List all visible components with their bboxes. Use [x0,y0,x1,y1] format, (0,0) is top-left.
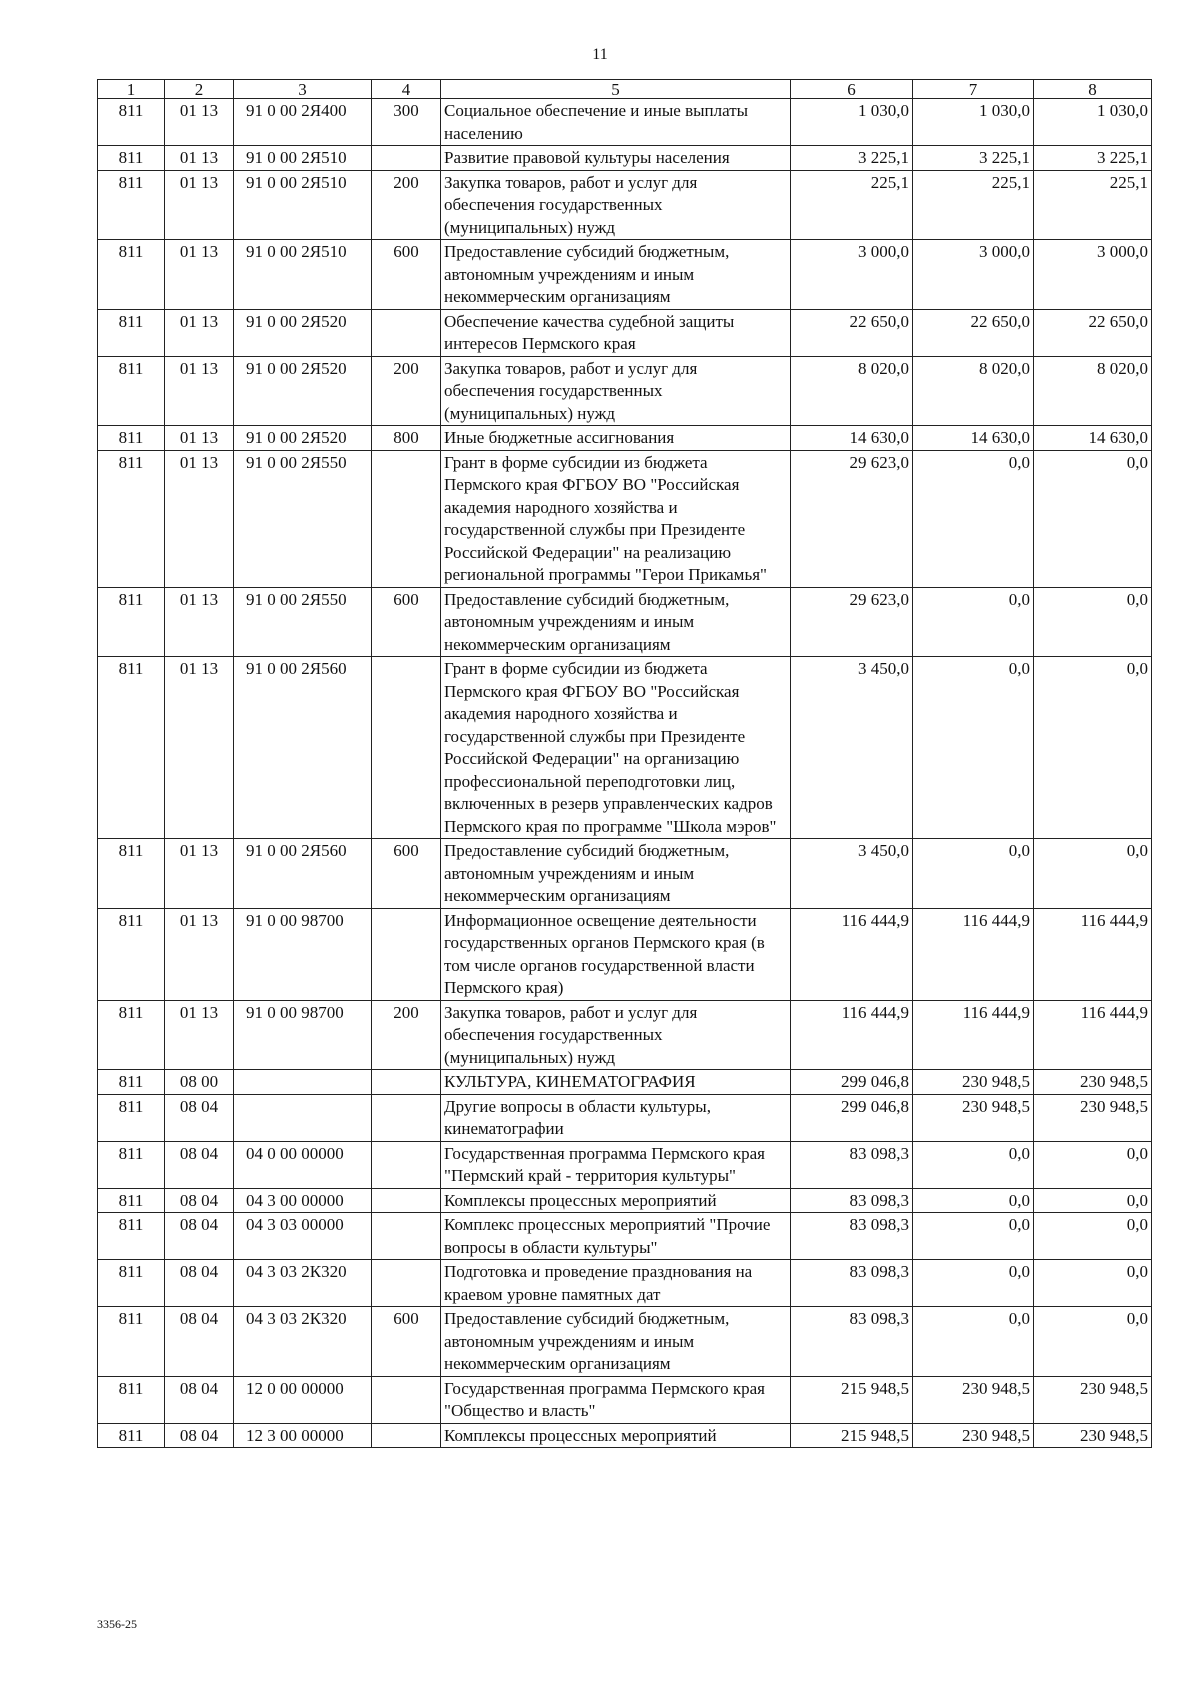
amount-col6-cell: 3 450,0 [791,657,913,839]
amount-col8-cell: 0,0 [1034,1307,1152,1377]
target-article-cell: 04 3 03 2К320 [234,1260,372,1307]
amount-col8-cell: 14 630,0 [1034,426,1152,451]
column-number-row [98,80,1152,99]
section-code-cell: 08 00 [165,1070,234,1095]
ministry-code-cell: 811 [98,426,165,451]
amount-col8-cell: 225,1 [1034,170,1152,240]
amount-col8-cell: 3 000,0 [1034,240,1152,310]
amount-col6-cell: 83 098,3 [791,1188,913,1213]
section-code-cell: 01 13 [165,450,234,587]
table-row [98,1070,1152,1095]
ministry-code-cell: 811 [98,170,165,240]
description-cell: Социальное обеспечение и иные выплаты населению [441,99,791,146]
description-cell: Иные бюджетные ассигнования [441,426,791,451]
table-row [98,1376,1152,1423]
ministry-code-cell: 811 [98,908,165,1000]
amount-col6-cell: 29 623,0 [791,450,913,587]
table-row [98,356,1152,426]
expense-type-cell [372,1188,441,1213]
target-article-cell: 91 0 00 98700 [234,908,372,1000]
amount-col8-cell: 1 030,0 [1034,99,1152,146]
expense-type-cell [372,450,441,587]
table-row [98,657,1152,839]
amount-col7-cell: 116 444,9 [913,908,1034,1000]
amount-col8-cell: 116 444,9 [1034,908,1152,1000]
amount-col7-cell: 225,1 [913,170,1034,240]
amount-col7-cell: 0,0 [913,587,1034,657]
expense-type-cell: 800 [372,426,441,451]
description-cell: Грант в форме субсидии из бюджета Пермского края ФГБОУ ВО "Российская академия народного хозяйства и государственной службы при Президенте Российской Федерации" на организацию профессиональной переподготовки лиц, включенных в резерв управленческих кадров Пермского края по программе "Школа мэров" [441,657,791,839]
section-code-cell: 01 13 [165,240,234,310]
amount-col7-cell: 0,0 [913,1260,1034,1307]
amount-col7-cell: 0,0 [913,1307,1034,1377]
amount-col8-cell: 0,0 [1034,1213,1152,1260]
page-number: 11 [592,46,608,63]
target-article-cell: 04 3 00 00000 [234,1188,372,1213]
description-cell: Комплексы процессных мероприятий [441,1188,791,1213]
description-cell: Комплекс процессных мероприятий "Прочие вопросы в области культуры" [441,1213,791,1260]
section-code-cell: 01 13 [165,657,234,839]
amount-col6-cell: 83 098,3 [791,1307,913,1377]
ministry-code-cell: 811 [98,1260,165,1307]
table-row [98,1213,1152,1260]
amount-col8-cell: 230 948,5 [1034,1070,1152,1095]
amount-col7-cell: 1 030,0 [913,99,1034,146]
table-row [98,1423,1152,1448]
target-article-cell: 91 0 00 2Я550 [234,450,372,587]
target-article-cell: 91 0 00 2Я400 [234,99,372,146]
column-number-3: 3 [234,80,372,99]
amount-col7-cell: 22 650,0 [913,309,1034,356]
ministry-code-cell: 811 [98,1141,165,1188]
expense-type-cell: 600 [372,240,441,310]
ministry-code-cell: 811 [98,450,165,587]
ministry-code-cell: 811 [98,146,165,171]
description-cell: Государственная программа Пермского края "Пермский край - территория культуры" [441,1141,791,1188]
target-article-cell: 91 0 00 2Я560 [234,657,372,839]
amount-col8-cell: 0,0 [1034,657,1152,839]
ministry-code-cell: 811 [98,1376,165,1423]
column-number-6: 6 [791,80,913,99]
table-row [98,1307,1152,1377]
section-code-cell: 08 04 [165,1307,234,1377]
amount-col6-cell: 215 948,5 [791,1423,913,1448]
description-cell: Закупка товаров, работ и услуг для обеспечения государственных (муниципальных) нужд [441,170,791,240]
expense-type-cell [372,657,441,839]
target-article-cell: 91 0 00 2Я510 [234,240,372,310]
expense-type-cell [372,1376,441,1423]
ministry-code-cell: 811 [98,587,165,657]
amount-col6-cell: 8 020,0 [791,356,913,426]
description-cell: КУЛЬТУРА, КИНЕМАТОГРАФИЯ [441,1070,791,1095]
amount-col6-cell: 3 000,0 [791,240,913,310]
section-code-cell: 01 13 [165,587,234,657]
ministry-code-cell: 811 [98,309,165,356]
table-row [98,1141,1152,1188]
description-cell: Информационное освещение деятельности государственных органов Пермского края (в том числе органов государственной власти Пермского края) [441,908,791,1000]
expense-type-cell: 200 [372,170,441,240]
section-code-cell: 08 04 [165,1423,234,1448]
amount-col8-cell: 0,0 [1034,1188,1152,1213]
amount-col6-cell: 1 030,0 [791,99,913,146]
amount-col7-cell: 3 000,0 [913,240,1034,310]
table-row [98,170,1152,240]
expense-type-cell: 600 [372,1307,441,1377]
description-cell: Подготовка и проведение празднования на краевом уровне памятных дат [441,1260,791,1307]
amount-col8-cell: 230 948,5 [1034,1376,1152,1423]
expense-type-cell [372,1423,441,1448]
section-code-cell: 01 13 [165,309,234,356]
description-cell: Комплексы процессных мероприятий [441,1423,791,1448]
target-article-cell: 91 0 00 2Я520 [234,356,372,426]
target-article-cell [234,1094,372,1141]
expense-type-cell [372,1070,441,1095]
section-code-cell: 08 04 [165,1188,234,1213]
column-number-2: 2 [165,80,234,99]
amount-col7-cell: 230 948,5 [913,1094,1034,1141]
target-article-cell: 04 3 03 00000 [234,1213,372,1260]
section-code-cell: 08 04 [165,1094,234,1141]
section-code-cell: 01 13 [165,170,234,240]
target-article-cell: 91 0 00 2Я510 [234,146,372,171]
amount-col8-cell: 3 225,1 [1034,146,1152,171]
amount-col8-cell: 22 650,0 [1034,309,1152,356]
amount-col8-cell: 8 020,0 [1034,356,1152,426]
expense-type-cell [372,309,441,356]
amount-col7-cell: 3 225,1 [913,146,1034,171]
expense-type-cell [372,908,441,1000]
table-row [98,426,1152,451]
section-code-cell: 01 13 [165,426,234,451]
expense-type-cell: 200 [372,1000,441,1070]
ministry-code-cell: 811 [98,1070,165,1095]
description-cell: Предоставление субсидий бюджетным, автономным учреждениям и иным некоммерческим организациям [441,1307,791,1377]
description-cell: Обеспечение качества судебной защиты интересов Пермского края [441,309,791,356]
amount-col7-cell: 230 948,5 [913,1376,1034,1423]
ministry-code-cell: 811 [98,1307,165,1377]
expense-type-cell: 300 [372,99,441,146]
expense-type-cell: 200 [372,356,441,426]
table-row [98,450,1152,587]
section-code-cell: 01 13 [165,356,234,426]
target-article-cell: 91 0 00 2Я550 [234,587,372,657]
target-article-cell: 12 3 00 00000 [234,1423,372,1448]
description-cell: Закупка товаров, работ и услуг для обеспечения государственных (муниципальных) нужд [441,356,791,426]
ministry-code-cell: 811 [98,1213,165,1260]
table-body [98,80,1152,1448]
expense-type-cell [372,1213,441,1260]
table-row [98,839,1152,909]
table-row [98,908,1152,1000]
target-article-cell: 04 3 03 2К320 [234,1307,372,1377]
table-row [98,240,1152,310]
section-code-cell: 08 04 [165,1260,234,1307]
table-row [98,1000,1152,1070]
amount-col7-cell: 0,0 [913,1141,1034,1188]
amount-col8-cell: 0,0 [1034,450,1152,587]
amount-col7-cell: 0,0 [913,1213,1034,1260]
section-code-cell: 01 13 [165,839,234,909]
section-code-cell: 01 13 [165,146,234,171]
amount-col7-cell: 230 948,5 [913,1423,1034,1448]
amount-col7-cell: 8 020,0 [913,356,1034,426]
table-row [98,309,1152,356]
expense-type-cell [372,146,441,171]
amount-col7-cell: 0,0 [913,450,1034,587]
ministry-code-cell: 811 [98,1188,165,1213]
ministry-code-cell: 811 [98,240,165,310]
column-number-1: 1 [98,80,165,99]
column-number-5: 5 [441,80,791,99]
expense-type-cell [372,1260,441,1307]
expense-type-cell: 600 [372,839,441,909]
table-row [98,146,1152,171]
amount-col6-cell: 3 450,0 [791,839,913,909]
description-cell: Государственная программа Пермского края "Общество и власть" [441,1376,791,1423]
amount-col6-cell: 215 948,5 [791,1376,913,1423]
ministry-code-cell: 811 [98,1000,165,1070]
table-row [98,1260,1152,1307]
description-cell: Предоставление субсидий бюджетным, автономным учреждениям и иным некоммерческим организациям [441,587,791,657]
amount-col6-cell: 225,1 [791,170,913,240]
description-cell: Грант в форме субсидии из бюджета Пермского края ФГБОУ ВО "Российская академия народного хозяйства и государственной службы при Президенте Российской Федерации" на реализацию региональной программы "Герои Прикамья" [441,450,791,587]
amount-col8-cell: 230 948,5 [1034,1094,1152,1141]
ministry-code-cell: 811 [98,1094,165,1141]
target-article-cell [234,1070,372,1095]
amount-col7-cell: 0,0 [913,1188,1034,1213]
ministry-code-cell: 811 [98,99,165,146]
amount-col8-cell: 0,0 [1034,1260,1152,1307]
amount-col6-cell: 14 630,0 [791,426,913,451]
description-cell: Развитие правовой культуры населения [441,146,791,171]
amount-col8-cell: 0,0 [1034,587,1152,657]
table-row [98,1094,1152,1141]
amount-col6-cell: 83 098,3 [791,1141,913,1188]
amount-col8-cell: 0,0 [1034,1141,1152,1188]
target-article-cell: 91 0 00 2Я510 [234,170,372,240]
target-article-cell: 91 0 00 2Я520 [234,426,372,451]
amount-col6-cell: 116 444,9 [791,1000,913,1070]
section-code-cell: 01 13 [165,99,234,146]
amount-col6-cell: 3 225,1 [791,146,913,171]
amount-col6-cell: 299 046,8 [791,1094,913,1141]
target-article-cell: 91 0 00 98700 [234,1000,372,1070]
column-number-8: 8 [1034,80,1152,99]
section-code-cell: 08 04 [165,1213,234,1260]
target-article-cell: 04 0 00 00000 [234,1141,372,1188]
description-cell: Предоставление субсидий бюджетным, автономным учреждениям и иным некоммерческим организациям [441,839,791,909]
section-code-cell: 01 13 [165,908,234,1000]
amount-col6-cell: 22 650,0 [791,309,913,356]
amount-col8-cell: 116 444,9 [1034,1000,1152,1070]
ministry-code-cell: 811 [98,356,165,426]
expense-type-cell [372,1141,441,1188]
amount-col7-cell: 0,0 [913,657,1034,839]
table-row [98,99,1152,146]
table-row [98,1188,1152,1213]
amount-col8-cell: 0,0 [1034,839,1152,909]
amount-col7-cell: 0,0 [913,839,1034,909]
target-article-cell: 91 0 00 2Я560 [234,839,372,909]
amount-col6-cell: 83 098,3 [791,1260,913,1307]
amount-col8-cell: 230 948,5 [1034,1423,1152,1448]
section-code-cell: 08 04 [165,1141,234,1188]
column-number-7: 7 [913,80,1034,99]
target-article-cell: 12 0 00 00000 [234,1376,372,1423]
document-code: 3356-25 [97,1617,137,1631]
ministry-code-cell: 811 [98,1423,165,1448]
ministry-code-cell: 811 [98,839,165,909]
ministry-code-cell: 811 [98,657,165,839]
expense-type-cell: 600 [372,587,441,657]
table-row [98,587,1152,657]
target-article-cell: 91 0 00 2Я520 [234,309,372,356]
amount-col7-cell: 230 948,5 [913,1070,1034,1095]
amount-col6-cell: 116 444,9 [791,908,913,1000]
amount-col7-cell: 14 630,0 [913,426,1034,451]
description-cell: Другие вопросы в области культуры, кинематографии [441,1094,791,1141]
budget-table [97,79,1152,1448]
amount-col6-cell: 83 098,3 [791,1213,913,1260]
section-code-cell: 08 04 [165,1376,234,1423]
amount-col6-cell: 29 623,0 [791,587,913,657]
expense-type-cell [372,1094,441,1141]
description-cell: Предоставление субсидий бюджетным, автономным учреждениям и иным некоммерческим организациям [441,240,791,310]
section-code-cell: 01 13 [165,1000,234,1070]
amount-col7-cell: 116 444,9 [913,1000,1034,1070]
description-cell: Закупка товаров, работ и услуг для обеспечения государственных (муниципальных) нужд [441,1000,791,1070]
amount-col6-cell: 299 046,8 [791,1070,913,1095]
column-number-4: 4 [372,80,441,99]
